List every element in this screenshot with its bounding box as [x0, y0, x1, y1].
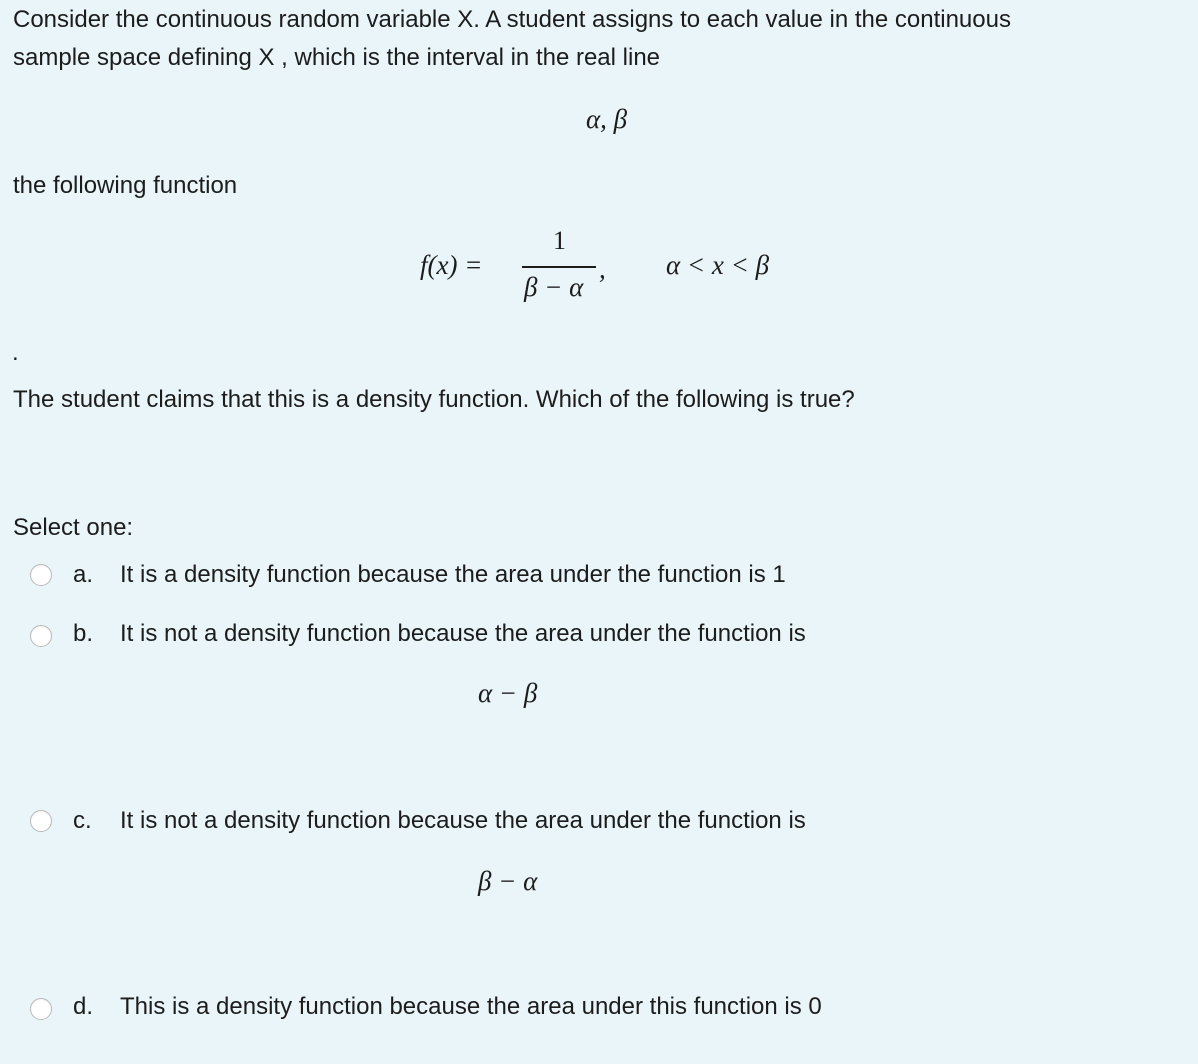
option-c-text: It is not a density function because the area under the function is	[120, 807, 806, 834]
option-a-radio[interactable]	[30, 564, 52, 586]
function-lhs: f(x) =	[420, 250, 483, 280]
option-b-letter: b.	[73, 620, 94, 647]
option-b[interactable]	[28, 615, 928, 653]
function-comma: ,	[599, 254, 606, 284]
option-b-radio[interactable]	[30, 625, 52, 647]
option-c-formula: β − α	[478, 866, 538, 896]
option-c[interactable]	[28, 802, 928, 840]
option-b-text: It is not a density function because the area under the function is	[120, 620, 806, 647]
option-c-letter: c.	[73, 807, 92, 834]
option-d-text: This is a density function because the area under this function is 0	[120, 993, 822, 1020]
interval-formula: α, β	[586, 104, 628, 134]
function-numerator: 1	[553, 226, 566, 255]
option-b-formula: α − β	[478, 678, 538, 708]
stray-period: .	[12, 339, 19, 366]
question-intro-line-2: sample space defining X , which is the interval in the real line	[13, 44, 661, 71]
option-d[interactable]	[28, 988, 948, 1026]
density-function-formula	[0, 0, 1198, 320]
question-intro-line-1: Consider the continuous random variable X. A student assigns to each value in the continuous	[13, 6, 1011, 33]
fraction-bar	[522, 266, 596, 268]
question-claim: The student claims that this is a density function. Which of the following is true?	[13, 386, 855, 413]
function-domain: α < x < β	[666, 250, 770, 280]
function-denominator: β − α	[524, 272, 584, 302]
option-d-radio[interactable]	[30, 998, 52, 1020]
following-function-text: the following function	[13, 172, 238, 199]
option-c-radio[interactable]	[30, 810, 52, 832]
option-a-letter: a.	[73, 561, 94, 588]
option-a[interactable]	[28, 556, 928, 594]
select-one-prompt: Select one:	[13, 514, 134, 541]
option-d-letter: d.	[73, 993, 94, 1020]
option-a-text: It is a density function because the area under the function is 1	[120, 561, 786, 588]
